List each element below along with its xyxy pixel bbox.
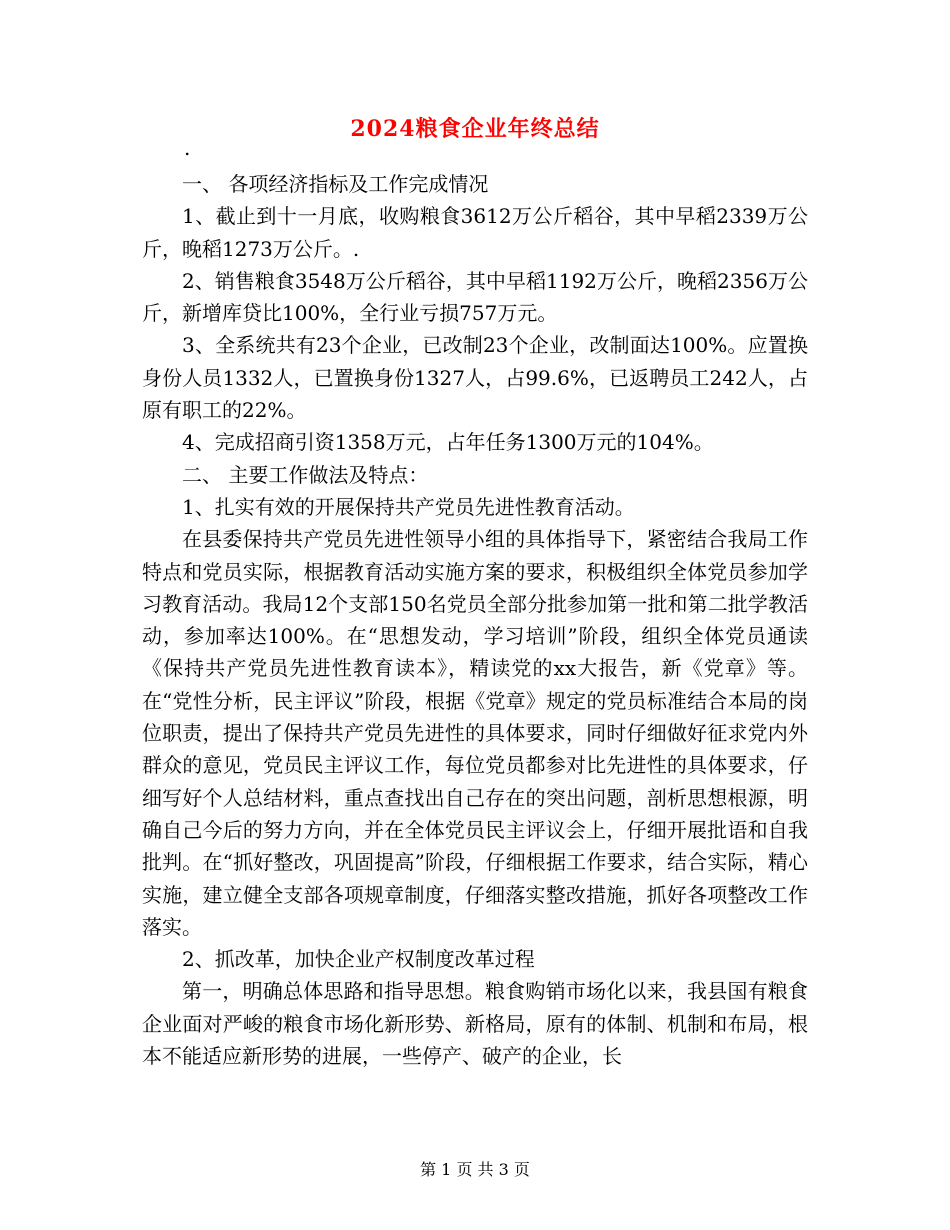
subheading-2: 2、抓改革，加快企业产权制度改革过程 (182, 947, 535, 972)
subheading-1: 1、扎实有效的开展保持共产党员先进性教育活动。 (182, 494, 635, 519)
paragraph-body-2: 第一，明确总体思路和指导思想。粮食购销市场化以来，我县国有粮食企业面对严峻的粮食市场化新形势、新格局，原有的体制、机制和布局，根本不能适应新形势的进展，一些停产、破产的企业，长 (142, 979, 808, 1069)
paragraph-body-1: 在县委保持共产党员先进性领导小组的具体指导下，紧密结合我局工作特点和党员实际，根据教育活动实施方案的要求，积极组织全体党员参加学习教育活动。我局12个支部150名党员全部分批参加第一批和第二批学教活动，参加率达100%。在“思想发动，学习培训”阶段，组织全体党员通读《保持共产党员先进性教育读本》，精读党的xx大报告，新《党章》等。在“党性分析，民主评议”阶段，根据《党章》规定的党员标准结合本局的岗位职责，提出了保持共产党员先进性的具体要求，同时仔细做好征求党内外群众的意见，党员民主评议工作，每位党员都参对比先进性的具体要求，仔细写好个人总结材料，重点查找出自己存在的突出问题，剖析思想根源，明确自己今后的努力方向，并在全体党员民主评议会上，仔细开展批语和自我批判。在“抓好整改，巩固提高”阶段，仔细根据工作要求，结合实际，精心实施，建立健全支部各项规章制度，仔细落实整改措施，抓好各项整改工作落实。 (142, 527, 808, 939)
page-number: 第 1 页 共 3 页 (420, 1160, 530, 1179)
stray-dot: . (184, 136, 191, 160)
paragraph-item-3: 3、全系统共有23个企业，已改制23个企业，改制面达100%。应置换身份人员1332人，已置换身份1327人，占99.6%，已返聘员工242人，占原有职工的22%。 (142, 333, 808, 423)
section-heading-2: 二、 主要工作做法及特点： (182, 462, 429, 487)
paragraph-item-4: 4、完成招商引资1358万元，占年任务1300万元的104%。 (182, 430, 714, 455)
document-title: 2024粮食企业年终总结 (350, 116, 600, 142)
paragraph-item-1: 1、截止到十一月底，收购粮食3612万公斤稻谷，其中早稻2339万公斤，晚稻1273万公斤。. (142, 204, 808, 261)
section-heading-1: 一、 各项经济指标及工作完成情况 (182, 172, 489, 196)
page-footer (0, 1157, 950, 1180)
paragraph-item-2: 2、销售粮食3548万公斤稻谷，其中早稻1192万公斤，晚稻2356万公斤，新增库贷比100%，全行业亏损757万元。 (142, 268, 808, 326)
document-body (142, 168, 808, 1072)
